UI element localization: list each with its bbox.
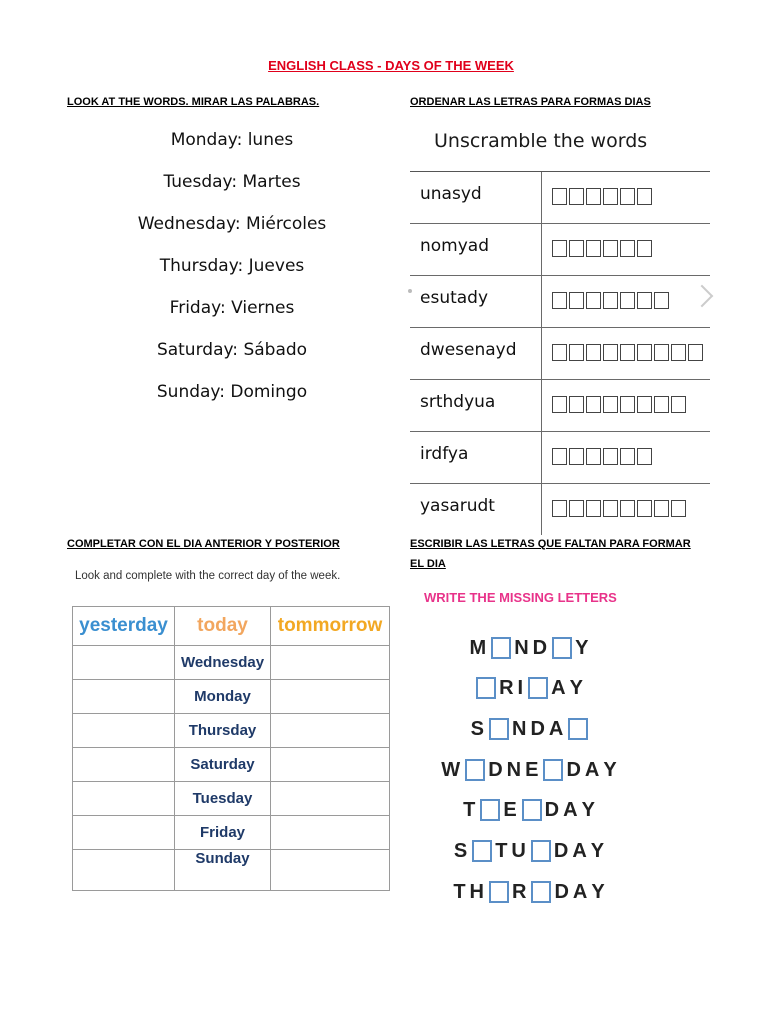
letter: D: [544, 798, 562, 821]
letter-box[interactable]: [603, 500, 618, 517]
letter-box[interactable]: [586, 240, 601, 257]
unscramble-row: [410, 223, 710, 275]
letter: D: [553, 839, 571, 862]
answer-cell: [541, 328, 542, 379]
answer-cell: [541, 276, 542, 327]
vocab-item: Thursday: Jueves: [159, 256, 305, 276]
scrambled-word: dwesenayd: [420, 340, 517, 360]
letter: A: [551, 676, 568, 699]
section-heading-look: LOOK AT THE WORDS. MIRAR LAS PALABRAS.: [67, 96, 320, 108]
vocab-list: [90, 128, 374, 422]
blank-letter-box[interactable]: [465, 759, 485, 781]
unscramble-title: Unscramble the words: [434, 130, 648, 152]
letter: S: [470, 717, 486, 740]
blank-letter-box[interactable]: [491, 637, 511, 659]
tomorrow-cell[interactable]: [271, 748, 390, 782]
letter: Y: [581, 798, 597, 821]
vocab-item: Wednesday: Miércoles: [137, 214, 327, 234]
table-row: [73, 646, 390, 680]
letter-box[interactable]: [637, 500, 652, 517]
letter: E: [525, 758, 541, 781]
today-cell: Friday: [175, 816, 271, 850]
tomorrow-cell[interactable]: [271, 680, 390, 714]
unscramble-row: [410, 379, 710, 431]
letter-box[interactable]: [603, 292, 618, 309]
header-tomorrow: tommorrow: [271, 607, 390, 646]
tomorrow-cell[interactable]: [271, 816, 390, 850]
blank-letter-box[interactable]: [568, 718, 588, 740]
scrambled-word: srthdyua: [420, 392, 496, 412]
letter: D: [488, 758, 505, 781]
blank-letter-box[interactable]: [522, 799, 542, 821]
letter: W: [441, 758, 463, 781]
blank-letter-box[interactable]: [476, 677, 496, 699]
tomorrow-cell[interactable]: [271, 782, 390, 816]
letter: Y: [575, 636, 591, 659]
letter-box[interactable]: [620, 292, 635, 309]
scrambled-word: esutady: [420, 288, 489, 308]
missing-letters-word: [420, 836, 640, 866]
unscramble-row: [410, 171, 710, 223]
letter: N: [511, 717, 529, 740]
letter-box[interactable]: [552, 344, 567, 361]
letter: I: [517, 676, 526, 699]
section-heading-order: ORDENAR LAS LETRAS PARA FORMAS DIAS: [410, 96, 651, 108]
vocab-item: Monday: lunes: [170, 130, 294, 150]
letter: U: [511, 839, 528, 862]
letter-box[interactable]: [569, 448, 584, 465]
letter-box[interactable]: [586, 188, 601, 205]
today-cell: Saturday: [175, 748, 271, 782]
blank-letter-box[interactable]: [531, 840, 551, 862]
missing-letters-word: [420, 633, 640, 663]
letter-box[interactable]: [637, 240, 652, 257]
letter-box[interactable]: [586, 396, 601, 413]
letter: T: [453, 880, 468, 903]
section-heading-complete: COMPLETAR CON EL DIA ANTERIOR Y POSTERIOR: [67, 538, 340, 550]
complete-table: [72, 606, 390, 891]
letter-box[interactable]: [654, 396, 669, 413]
letter-box[interactable]: [552, 292, 567, 309]
unscramble-row: [410, 431, 710, 483]
letter: S: [453, 839, 470, 862]
today-cell: Tuesday: [175, 782, 271, 816]
answer-cell: [541, 432, 542, 483]
letter-box[interactable]: [688, 344, 703, 361]
letter: A: [572, 839, 589, 862]
letter: D: [566, 758, 583, 781]
letter-box[interactable]: [620, 448, 635, 465]
letter: H: [469, 880, 486, 903]
scrambled-word: yasarudt: [420, 496, 495, 516]
letter-box[interactable]: [620, 396, 635, 413]
letter-boxes: [552, 500, 688, 517]
blank-letter-box[interactable]: [489, 718, 509, 740]
vocab-item: Friday: Viernes: [169, 298, 295, 318]
letter: R: [499, 676, 516, 699]
blank-letter-box[interactable]: [489, 881, 509, 903]
today-cell: Monday: [175, 680, 271, 714]
yesterday-cell[interactable]: [73, 714, 175, 748]
vocab-item: Sunday: Domingo: [156, 382, 308, 402]
letter: D: [554, 880, 571, 903]
yesterday-cell[interactable]: [73, 850, 175, 891]
letter-box[interactable]: [603, 448, 618, 465]
scrambled-word: irdfya: [420, 444, 469, 464]
letter: N: [506, 758, 524, 781]
letter-box[interactable]: [671, 500, 686, 517]
today-cell: Wednesday: [175, 646, 271, 680]
yesterday-cell[interactable]: [73, 816, 175, 850]
page-title: ENGLISH CLASS - DAYS OF THE WEEK: [268, 58, 514, 73]
letter-box[interactable]: [637, 292, 652, 309]
header-today: today: [175, 607, 271, 646]
letter: Y: [591, 880, 607, 903]
table-row: [73, 850, 390, 891]
letter-box[interactable]: [569, 500, 584, 517]
letter-boxes: [552, 292, 671, 309]
yesterday-cell[interactable]: [73, 748, 175, 782]
answer-cell: [541, 224, 542, 275]
scrambled-word: nomyad: [420, 236, 490, 256]
letter-box[interactable]: [637, 188, 652, 205]
letter: D: [530, 717, 547, 740]
letter-box[interactable]: [603, 188, 618, 205]
letter-box[interactable]: [552, 188, 567, 205]
section-heading-missing: [410, 534, 691, 574]
complete-instruction: Look and complete with the correct day of the week.: [75, 570, 341, 582]
letter: Y: [590, 839, 607, 862]
letter-box[interactable]: [654, 500, 669, 517]
letter-boxes: [552, 240, 654, 257]
letter-box[interactable]: [603, 240, 618, 257]
letter-box[interactable]: [637, 344, 652, 361]
section-heading-missing-line2: EL DIA: [410, 558, 446, 570]
letter: A: [572, 880, 590, 903]
header-yesterday: yesterday: [73, 607, 175, 646]
blank-letter-box[interactable]: [472, 840, 492, 862]
letter-box[interactable]: [654, 344, 669, 361]
letter-box[interactable]: [586, 344, 601, 361]
letter-box[interactable]: [552, 500, 567, 517]
letter: E: [503, 798, 519, 821]
answer-cell: [541, 484, 542, 535]
missing-letters-word: [420, 877, 640, 907]
blank-letter-box[interactable]: [528, 677, 548, 699]
letter-box[interactable]: [637, 448, 652, 465]
letter-box[interactable]: [586, 500, 601, 517]
blank-letter-box[interactable]: [531, 881, 551, 903]
table-row: [73, 782, 390, 816]
letter-boxes: [552, 448, 654, 465]
letter-boxes: [552, 344, 705, 361]
unscramble-row: [410, 327, 710, 379]
section-heading-missing-line1: ESCRIBIR LAS LETRAS QUE FALTAN PARA FORMAR: [410, 538, 691, 550]
letter-box[interactable]: [569, 188, 584, 205]
missing-letters-title: WRITE THE MISSING LETTERS: [424, 590, 617, 605]
letter-box[interactable]: [671, 396, 686, 413]
table-row: [73, 816, 390, 850]
table-row: [73, 748, 390, 782]
letter-box[interactable]: [620, 188, 635, 205]
scrambled-word: unasyd: [420, 184, 482, 204]
letter-box[interactable]: [586, 448, 601, 465]
answer-cell: [541, 380, 542, 431]
letter-box[interactable]: [671, 344, 686, 361]
letter: M: [469, 636, 489, 659]
letter: Y: [569, 676, 585, 699]
letter: A: [584, 758, 602, 781]
letter-box[interactable]: [569, 396, 584, 413]
letter: T: [463, 798, 478, 821]
vocab-item: Tuesday: Martes: [163, 172, 301, 192]
unscramble-table: [410, 171, 710, 535]
letter-box[interactable]: [620, 344, 635, 361]
letter-box[interactable]: [569, 344, 584, 361]
blank-letter-box[interactable]: [480, 799, 500, 821]
letter-boxes: [552, 396, 688, 413]
vocab-item: Saturday: Sábado: [156, 340, 308, 360]
letter-box[interactable]: [637, 396, 652, 413]
letter-box[interactable]: [569, 240, 584, 257]
letter-box[interactable]: [586, 292, 601, 309]
letter: A: [563, 798, 580, 821]
missing-letters-word: [420, 673, 640, 703]
missing-letters-word: [420, 755, 640, 785]
letter: Y: [603, 758, 619, 781]
blank-letter-box[interactable]: [552, 637, 572, 659]
table-row: [73, 680, 390, 714]
today-cell: Thursday: [175, 714, 271, 748]
yesterday-cell[interactable]: [73, 680, 175, 714]
letter-box[interactable]: [552, 448, 567, 465]
letter: A: [548, 717, 566, 740]
letter-box[interactable]: [620, 500, 635, 517]
letter-box[interactable]: [603, 396, 618, 413]
unscramble-row: [410, 483, 710, 535]
table-row: [73, 714, 390, 748]
letter-box[interactable]: [654, 292, 669, 309]
letter-box[interactable]: [620, 240, 635, 257]
yesterday-cell[interactable]: [73, 782, 175, 816]
tomorrow-cell[interactable]: [271, 646, 390, 680]
letter-box[interactable]: [552, 240, 567, 257]
missing-letters-word: [420, 714, 640, 744]
letter-box[interactable]: [569, 292, 584, 309]
letter-boxes: [552, 188, 654, 205]
letter: T: [495, 839, 510, 862]
letter: N: [514, 636, 531, 659]
letter: D: [532, 636, 550, 659]
unscramble-row: [410, 275, 710, 327]
today-cell: Sunday: [175, 850, 271, 891]
letter: R: [511, 880, 529, 903]
missing-letters-word: [420, 795, 640, 825]
tomorrow-cell[interactable]: [271, 850, 390, 891]
tomorrow-cell[interactable]: [271, 714, 390, 748]
blank-letter-box[interactable]: [543, 759, 563, 781]
letter-box[interactable]: [552, 396, 567, 413]
yesterday-cell[interactable]: [73, 646, 175, 680]
answer-cell: [541, 172, 542, 223]
table-header-row: [73, 607, 390, 646]
letter-box[interactable]: [603, 344, 618, 361]
